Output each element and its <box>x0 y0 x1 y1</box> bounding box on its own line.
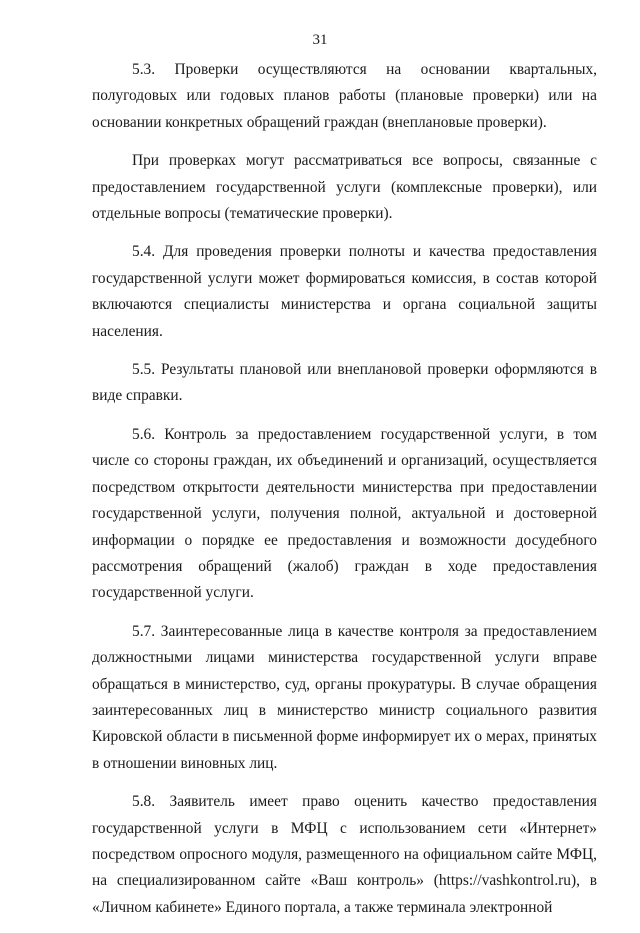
paragraph-5-4: 5.4. Для проведения проверки полноты и качества предоставления государственной услуги может формироваться комиссия, в состав которой включаются специалисты министерства и органа социальной защиты населения. <box>92 243 597 340</box>
paragraph-5-6: 5.6. Контроль за предоставлением государственной услуги, в том числе со стороны граждан, их объединений и организаций, осуществляется посредством открытости деятельности министерства при предоставлении государственной услуги, получения полной, актуальной и достоверной информации о порядке ее предоставления и возможности досудебного рассмотрения обращений (жалоб) граждан в ходе предоставления государственной услуги. <box>92 425 597 602</box>
page-number: 31 <box>312 32 328 48</box>
paragraph-checks-scope: При проверках могут рассматриваться все вопросы, связанные с предоставлением государственной услуги (комплексные проверки), или отдельные вопросы (тематические проверки). <box>92 152 597 223</box>
paragraph-5-7: 5.7. Заинтересованные лица в качестве контроля за предоставлением должностными лицами министерства государственной услуги вправе обращаться в министерство, суд, органы прокуратуры. В случае обращения заинтересованных лиц в министерство министр социального развития Кировской области в письменной форме информирует их о мерах, принятых в отношении виновных лиц. <box>92 622 597 772</box>
paragraph-5-5: 5.5. Результаты плановой или внеплановой проверки оформляются в виде справки. <box>92 361 597 405</box>
paragraph-5-8: 5.8. Заявитель имеет право оценить качество предоставления государственной услуги в МФЦ с использованием сети «Интернет» посредством опросного модуля, размещенного на официальном сайте МФЦ, на специализированном сайте «Ваш контроль» (https://vashkontrol.ru), в «Личном кабинете» Единого портала, а также терминала электронной <box>92 793 597 916</box>
paragraph-5-3: 5.3. Проверки осуществляются на основании квартальных, полугодовых или годовых планов работы (плановые проверки) или на основании конкретных обращений граждан (внеплановые проверки). <box>92 61 597 131</box>
document-body <box>92 57 597 933</box>
